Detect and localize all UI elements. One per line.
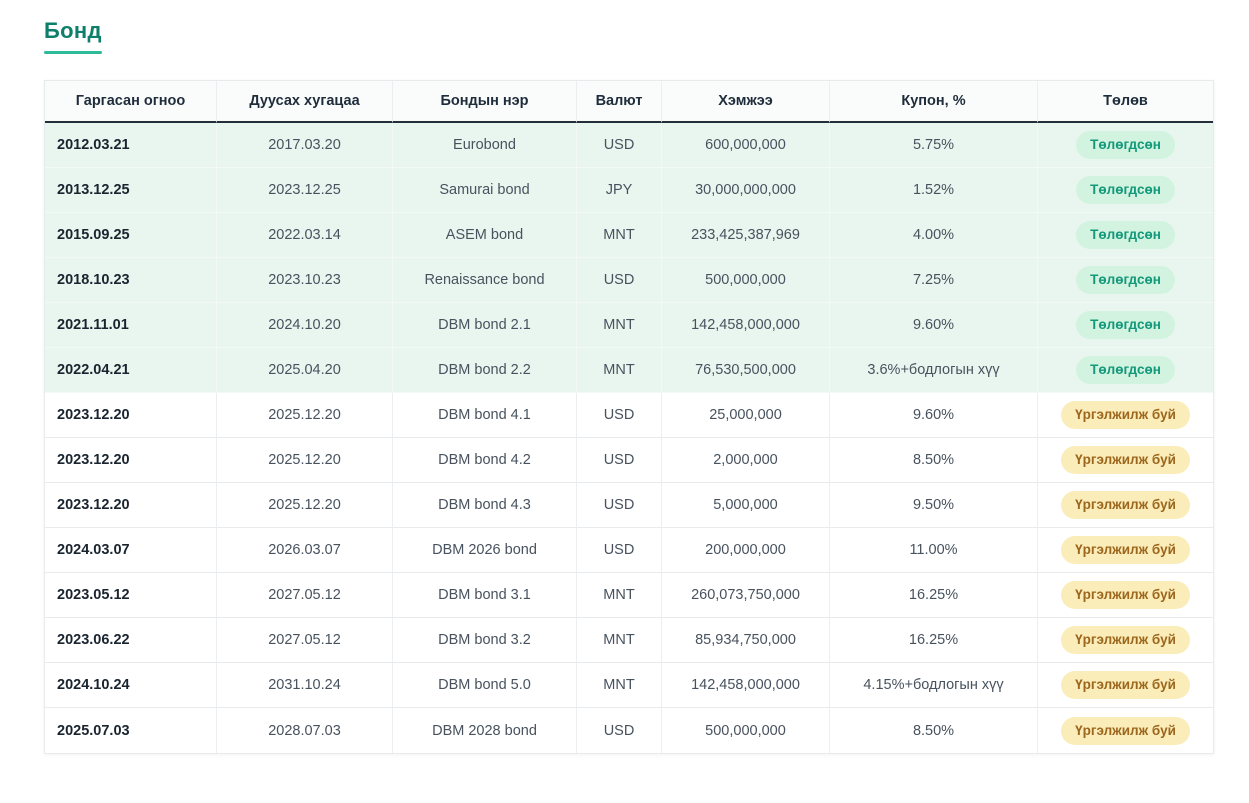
cell-maturity-date: 2022.03.14 [217,213,393,258]
cell-coupon: 16.25% [830,618,1038,663]
cell-status [1038,573,1213,618]
cell-issue-date: 2023.12.20 [45,483,217,528]
cell-maturity-date: 2025.04.20 [217,348,393,393]
cell-bond-name: DBM bond 3.1 [393,573,577,618]
column-header-coupon: Купон, % [830,81,1038,123]
table-row [45,438,1213,483]
cell-currency: MNT [577,573,662,618]
status-badge: Төлөгдсөн [1076,311,1175,339]
status-badge: Үргэлжилж буй [1061,536,1190,564]
cell-currency: JPY [577,168,662,213]
column-header-amount: Хэмжээ [662,81,830,123]
cell-currency: USD [577,483,662,528]
cell-bond-name: DBM bond 4.1 [393,393,577,438]
table-row [45,708,1213,753]
column-header-currency: Валют [577,81,662,123]
cell-status [1038,348,1213,393]
cell-status [1038,528,1213,573]
status-badge: Үргэлжилж буй [1061,446,1190,474]
cell-status [1038,393,1213,438]
cell-amount: 85,934,750,000 [662,618,830,663]
status-badge: Төлөгдсөн [1076,131,1175,159]
cell-bond-name: DBM 2026 bond [393,528,577,573]
title-underline [44,51,102,54]
cell-amount: 500,000,000 [662,258,830,303]
cell-issue-date: 2015.09.25 [45,213,217,258]
table-row [45,258,1213,303]
cell-maturity-date: 2017.03.20 [217,123,393,168]
header-row [45,81,1213,123]
bond-table [44,80,1214,754]
cell-maturity-date: 2023.12.25 [217,168,393,213]
cell-maturity-date: 2024.10.20 [217,303,393,348]
cell-status [1038,663,1213,708]
cell-coupon: 5.75% [830,123,1038,168]
cell-status [1038,483,1213,528]
cell-issue-date: 2024.03.07 [45,528,217,573]
cell-status [1038,258,1213,303]
cell-bond-name: ASEM bond [393,213,577,258]
cell-status [1038,213,1213,258]
cell-amount: 2,000,000 [662,438,830,483]
cell-bond-name: DBM bond 5.0 [393,663,577,708]
cell-amount: 142,458,000,000 [662,663,830,708]
status-badge: Үргэлжилж буй [1061,491,1190,519]
table-row [45,618,1213,663]
cell-maturity-date: 2027.05.12 [217,573,393,618]
cell-maturity-date: 2026.03.07 [217,528,393,573]
table-row [45,303,1213,348]
cell-amount: 260,073,750,000 [662,573,830,618]
cell-currency: MNT [577,663,662,708]
column-header-bond-name: Бондын нэр [393,81,577,123]
cell-issue-date: 2023.12.20 [45,393,217,438]
cell-issue-date: 2023.12.20 [45,438,217,483]
cell-currency: USD [577,438,662,483]
status-badge: Төлөгдсөн [1076,221,1175,249]
cell-issue-date: 2023.06.22 [45,618,217,663]
cell-status [1038,438,1213,483]
table-row [45,168,1213,213]
cell-coupon: 9.60% [830,393,1038,438]
cell-currency: MNT [577,213,662,258]
cell-issue-date: 2025.07.03 [45,708,217,753]
status-badge: Үргэлжилж буй [1061,717,1190,745]
table-row [45,528,1213,573]
cell-currency: USD [577,123,662,168]
cell-bond-name: DBM bond 3.2 [393,618,577,663]
status-badge: Үргэлжилж буй [1061,626,1190,654]
cell-amount: 500,000,000 [662,708,830,753]
status-badge: Үргэлжилж буй [1061,401,1190,429]
cell-amount: 5,000,000 [662,483,830,528]
status-badge: Үргэлжилж буй [1061,671,1190,699]
cell-issue-date: 2023.05.12 [45,573,217,618]
cell-issue-date: 2022.04.21 [45,348,217,393]
column-header-maturity-date: Дуусах хугацаа [217,81,393,123]
cell-bond-name: Samurai bond [393,168,577,213]
cell-coupon: 9.50% [830,483,1038,528]
cell-coupon: 4.00% [830,213,1038,258]
cell-coupon: 3.6%+бодлогын хүү [830,348,1038,393]
cell-maturity-date: 2028.07.03 [217,708,393,753]
cell-currency: MNT [577,618,662,663]
cell-bond-name: DBM bond 4.3 [393,483,577,528]
cell-coupon: 1.52% [830,168,1038,213]
cell-bond-name: DBM bond 2.1 [393,303,577,348]
bond-table-body [45,123,1213,753]
status-badge: Төлөгдсөн [1076,356,1175,384]
cell-maturity-date: 2025.12.20 [217,393,393,438]
cell-bond-name: Eurobond [393,123,577,168]
status-badge: Үргэлжилж буй [1061,581,1190,609]
status-badge: Төлөгдсөн [1076,176,1175,204]
cell-maturity-date: 2025.12.20 [217,483,393,528]
cell-amount: 600,000,000 [662,123,830,168]
cell-status [1038,168,1213,213]
cell-coupon: 16.25% [830,573,1038,618]
cell-bond-name: DBM 2028 bond [393,708,577,753]
cell-amount: 76,530,500,000 [662,348,830,393]
table-row [45,348,1213,393]
cell-bond-name: DBM bond 4.2 [393,438,577,483]
cell-coupon: 7.25% [830,258,1038,303]
status-badge: Төлөгдсөн [1076,266,1175,294]
table-row [45,123,1213,168]
cell-issue-date: 2013.12.25 [45,168,217,213]
cell-currency: USD [577,528,662,573]
cell-coupon: 9.60% [830,303,1038,348]
cell-currency: USD [577,393,662,438]
column-header-status: Төлөв [1038,81,1213,123]
cell-currency: USD [577,258,662,303]
cell-maturity-date: 2025.12.20 [217,438,393,483]
cell-coupon: 11.00% [830,528,1038,573]
cell-amount: 142,458,000,000 [662,303,830,348]
cell-status [1038,123,1213,168]
cell-amount: 200,000,000 [662,528,830,573]
cell-issue-date: 2012.03.21 [45,123,217,168]
cell-issue-date: 2024.10.24 [45,663,217,708]
cell-issue-date: 2018.10.23 [45,258,217,303]
table-row [45,393,1213,438]
table-row [45,573,1213,618]
cell-amount: 233,425,387,969 [662,213,830,258]
cell-coupon: 4.15%+бодлогын хүү [830,663,1038,708]
cell-status [1038,618,1213,663]
cell-maturity-date: 2031.10.24 [217,663,393,708]
cell-currency: MNT [577,303,662,348]
bond-table-header [45,81,1213,123]
cell-maturity-date: 2027.05.12 [217,618,393,663]
cell-currency: MNT [577,348,662,393]
cell-bond-name: Renaissance bond [393,258,577,303]
cell-coupon: 8.50% [830,438,1038,483]
column-header-issue-date: Гаргасан огноо [45,81,217,123]
cell-status [1038,708,1213,753]
cell-coupon: 8.50% [830,708,1038,753]
cell-maturity-date: 2023.10.23 [217,258,393,303]
cell-bond-name: DBM bond 2.2 [393,348,577,393]
cell-amount: 25,000,000 [662,393,830,438]
table-row [45,663,1213,708]
cell-currency: USD [577,708,662,753]
table-row [45,213,1213,258]
cell-status [1038,303,1213,348]
table-row [45,483,1213,528]
cell-amount: 30,000,000,000 [662,168,830,213]
cell-issue-date: 2021.11.01 [45,303,217,348]
page-title: Бонд [44,18,102,43]
